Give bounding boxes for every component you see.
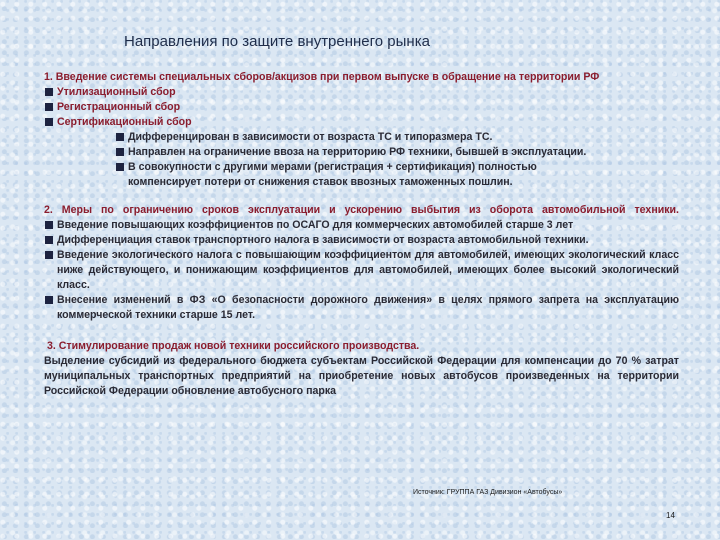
bullet-utilization-fee: Утилизационный сбор — [44, 85, 679, 100]
section-2-heading: 2. Меры по ограничению сроков эксплуатации и ускорению выбытия из оборота автомобильной техники. — [44, 204, 679, 216]
bullet-osago-coefficients: Введение повышающих коэффициентов по ОСАГО для коммерческих автомобилей старше 3 лет — [44, 218, 679, 233]
sub-bullet-differentiated: Дифференцирован в зависимости от возраста ТС и типоразмера ТС. — [115, 130, 679, 145]
source-note: Источник: ГРУППА ГАЗ Дивизион «Автобусы» — [413, 489, 563, 496]
bullet-transport-tax: Дифференциация ставок транспортного налога в зависимости от возраста автомобильной техники. — [44, 233, 679, 248]
bullet-law-amendment: Внесение изменений в ФЗ «О безопасности дорожного движения» в целях прямого запрета на эксплуатацию коммерческой техники старше 15 лет. — [44, 293, 679, 323]
section-3-body: Выделение субсидий из федерального бюджета субъектам Российской Федерации для компенсации до 70 % затрат муниципальных транспортных предприятий на приобретение новых автобусов произведенных на территории Российской Федерации обновление автобусного парка — [44, 355, 679, 397]
section-3-heading: 3. Стимулирование продаж новой техники российского производства. — [47, 340, 420, 352]
sub-bullet-import-restriction: Направлен на ограничение ввоза на территорию РФ техники, бывшей в эксплуатации. — [115, 145, 679, 160]
section-1-heading: 1. Введение системы специальных сборов/акцизов при первом выпуске в обращение на территории РФ — [44, 71, 600, 83]
bullet-certification-fee: Сертификационный сбор — [44, 115, 679, 130]
slide-title: Направления по защите внутреннего рынка — [124, 33, 430, 50]
bullet-ecological-tax: Введение экологического налога с повышающим коэффициентом для автомобилей, имеющих экологический класс ниже действующего, и понижающим коэффициентов для автомобилей, имеющих более высокий экологический класс. — [44, 248, 679, 293]
sub-bullet-compensation: В совокупности с другими мерами (регистрация + сертификация) полностью компенсирует потери от снижения ставок ввозных таможенных пошлин. — [115, 160, 608, 190]
bullet-registration-fee: Регистрационный сбор — [44, 100, 679, 115]
page-number: 14 — [666, 511, 675, 520]
slide-content — [44, 70, 679, 399]
